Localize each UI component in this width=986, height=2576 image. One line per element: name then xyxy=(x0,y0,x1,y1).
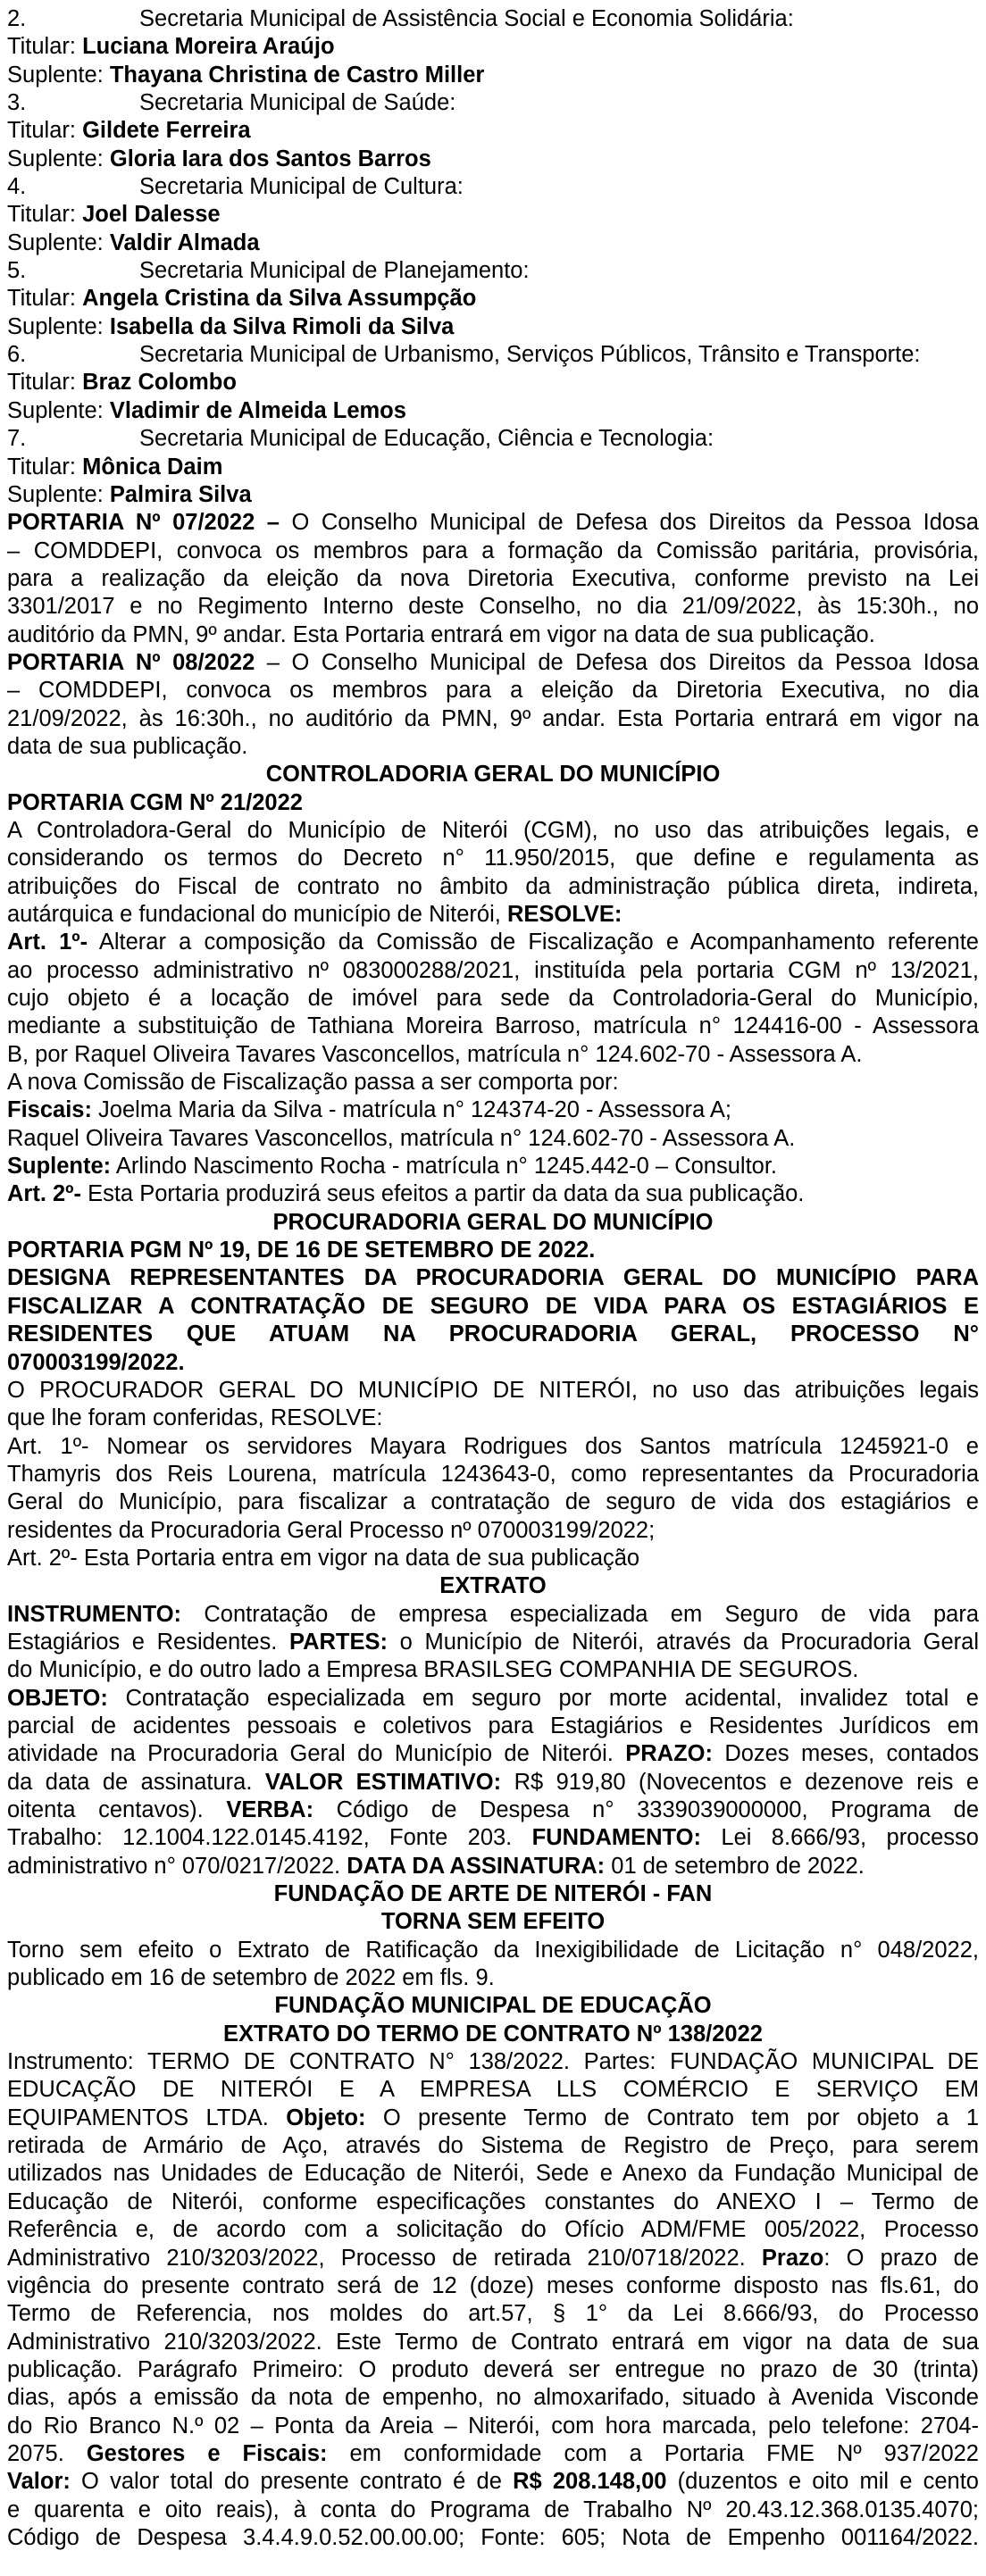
suplente-label: Suplente: xyxy=(7,313,104,339)
section-heading: FUNDAÇÃO DE ARTE DE NITERÓI - FAN xyxy=(273,1881,713,1907)
text-line: PORTARIA Nº 08/2022 – O Conselho Municipal de Defesa dos Direitos da Pessoa Idosa xyxy=(7,649,979,675)
text-line: administrativo n° 070/0217/2022. DATA DA ASSINATURA: 01 de setembro de 2022. xyxy=(7,1853,865,1879)
suplente-name: Gloria Iara dos Santos Barros xyxy=(109,146,431,171)
titular-label: Titular: xyxy=(7,454,76,479)
secretaria-heading xyxy=(7,5,979,33)
secretaria-block xyxy=(7,89,979,173)
titular-name: Angela Cristina da Silva Assumpção xyxy=(82,286,477,312)
secretaria-name: Secretaria Municipal de Assistência Social e Economia Solidária: xyxy=(139,6,794,31)
designa-line: RESIDENTES QUE ATUAM NA PROCURADORIA GERAL, PROCESSO N° xyxy=(7,1321,979,1347)
section-heading: PROCURADORIA GERAL DO MUNICÍPIO xyxy=(272,1209,714,1235)
fiscais-label: Fiscais: xyxy=(7,1097,92,1123)
text-line: Art. 2º- Esta Portaria entra em vigor na data de sua publicação xyxy=(7,1545,640,1571)
text-line: retirada de Armário de Aço, através do Sistema de Registro de Preço, para serem xyxy=(7,2133,979,2159)
text-line: cujo objeto é a locação de imóvel para sede da Controladoria-Geral do Município, xyxy=(7,986,979,1012)
section-heading: EXTRATO xyxy=(439,1573,547,1599)
field-label: Objeto: xyxy=(286,2105,366,2130)
designa-line: DESIGNA REPRESENTANTES DA PROCURADORIA GERAL DO MUNICÍPIO PARA xyxy=(7,1265,979,1291)
portaria-title: PORTARIA CGM Nº 21/2022 xyxy=(7,789,303,815)
text-line: O PROCURADOR GERAL DO MUNICÍPIO DE NITERÓI, no uso das atribuições legais xyxy=(7,1377,979,1403)
titular-line xyxy=(7,285,979,313)
secretarias-list xyxy=(7,5,979,509)
designa-line: 070003199/2022. xyxy=(7,1349,185,1375)
text-line: para a realização da eleição da nova Diretoria Executiva, conforme previsto na Lei xyxy=(7,565,979,591)
secretaria-block xyxy=(7,173,979,257)
text-line: Educação de Niterói, conforme especificações constantes do ANEXO I – Termo de xyxy=(7,2188,979,2214)
field-label: Prazo xyxy=(761,2245,824,2271)
text-line: mediante a substituição de Tathiana Moreira Barroso, matrícula n° 124416-00 - Assessora xyxy=(7,1013,979,1039)
text-line: B, por Raquel Oliveira Tavares Vasconcellos, matrícula n° 124.602-70 - Assessora A. xyxy=(7,1041,863,1067)
text-line: PORTARIA Nº 07/2022 – O Conselho Municipal de Defesa dos Direitos da Pessoa Idosa xyxy=(7,510,979,536)
item-number: 6. xyxy=(7,342,27,368)
text-line: ao processo administrativo nº 083000288/2021, instituída pela portaria CGM nº 13/2021, xyxy=(7,957,979,983)
portaria-title: PORTARIA Nº 07/2022 – xyxy=(7,510,280,536)
secretaria-heading xyxy=(7,173,979,201)
titular-label: Titular: xyxy=(7,202,76,228)
suplente-label: Suplente: xyxy=(7,481,104,507)
suplente-name: Palmira Silva xyxy=(109,481,252,507)
suplente-label: Suplente: xyxy=(7,146,104,171)
portaria-07-paragraph xyxy=(7,509,979,649)
suplente-name: Vladimir de Almeida Lemos xyxy=(109,397,406,423)
secretaria-name: Secretaria Municipal de Saúde: xyxy=(139,90,456,116)
secretaria-block xyxy=(7,425,979,509)
field-label: Valor: xyxy=(7,2469,71,2495)
text-line: do Rio Branco N.º 02 – Ponta da Areia – Niterói, com hora marcada, pelo telefone: 2704- xyxy=(7,2413,979,2438)
secretaria-block xyxy=(7,341,979,425)
portaria-08-paragraph xyxy=(7,649,979,761)
article-label: Art. 1º- xyxy=(7,930,88,955)
text-line: Instrumento: TERMO DE CONTRATO N° 138/2022. Partes: FUNDAÇÃO MUNICIPAL DE xyxy=(7,2049,979,2075)
suplente-line xyxy=(7,146,979,173)
extrato-section xyxy=(7,1572,979,1880)
field-label: DATA DA ASSINATURA: xyxy=(347,1853,606,1879)
secretaria-heading xyxy=(7,257,979,285)
suplente-label: Suplente: xyxy=(7,397,104,423)
item-number: 3. xyxy=(7,90,27,116)
text-line: Termo de Referencia, nos moldes do art.57, § 1° da Lei 8.666/93, do Processo xyxy=(7,2301,979,2327)
text-line: que lhe foram conferidas, RESOLVE: xyxy=(7,1405,383,1431)
text-line: residentes da Procuradoria Geral Processo nº 070003199/2022; xyxy=(7,1517,656,1543)
suplente-label: Suplente: xyxy=(7,1154,112,1180)
text-line: e quarenta e oito reais), à conta do Programa de Trabalho Nº 20.43.12.368.0135.4070; xyxy=(7,2497,979,2522)
secretaria-name: Secretaria Municipal de Urbanismo, Serviços Públicos, Trânsito e Transporte: xyxy=(139,342,921,368)
titular-name: Mônica Daim xyxy=(82,454,223,479)
text-line: vigência do presente contrato será de 12 (doze) meses conforme disposto nas fls.61, do xyxy=(7,2272,979,2298)
text-line: Art. 1º- Alterar a composição da Comissão de Fiscalização e Acompanhamento referente xyxy=(7,930,979,955)
section-subheading: TORNA SEM EFEITO xyxy=(380,1909,606,1935)
designa-line: FISCALIZAR A CONTRATAÇÃO DE SEGURO DE VIDA PARA OS ESTAGIÁRIOS E xyxy=(7,1293,979,1319)
text-line: 2075. Gestores e Fiscais: em conformidade com a Portaria FME Nº 937/2022 xyxy=(7,2440,979,2466)
secretaria-name: Secretaria Municipal de Cultura: xyxy=(139,174,464,200)
text-line: Torno sem efeito o Extrato de Ratificação da Inexigibilidade de Licitação n° 048/2022, xyxy=(7,1937,979,1963)
text-line: oitenta centavos). VERBA: Código de Despesa n° 3339039000000, Programa de xyxy=(7,1797,979,1822)
suplente-name: Valdir Almada xyxy=(109,229,260,255)
field-label: VERBA: xyxy=(226,1797,314,1822)
text-line: OBJETO: Contratação especializada em seguro por morte acidental, invalidez total e xyxy=(7,1685,979,1711)
suplente-name: Isabella da Silva Rimoli da Silva xyxy=(109,313,455,339)
text-line: – COMDDEPI, convoca os membros para a formação da Comissão paritária, provisória, xyxy=(7,538,979,563)
text-line: autárquica e fundacional do município de Niterói, RESOLVE: xyxy=(7,902,623,927)
text-line: Suplente: Arlindo Nascimento Rocha - matrícula n° 1245.442-0 – Consultor. xyxy=(7,1154,778,1180)
suplente-line xyxy=(7,313,979,341)
titular-name: Luciana Moreira Araújo xyxy=(82,34,335,60)
text-line: Geral do Município, para fiscalizar a contratação de seguro de vida dos estagiários e xyxy=(7,1489,979,1515)
titular-line xyxy=(7,117,979,145)
section-heading: FUNDAÇÃO MUNICIPAL DE EDUCAÇÃO xyxy=(274,1993,712,2019)
fme-section xyxy=(7,1992,979,2552)
text-line: Administrativo 210/3203/2022, Processo de retirada 210/0718/2022. Prazo: O prazo de xyxy=(7,2245,979,2271)
suplente-line xyxy=(7,397,979,425)
text-line: Administrativo 210/3203/2022. Este Termo de Contrato entrará em vigor na data de sua xyxy=(7,2329,979,2355)
portaria-title: PORTARIA Nº 08/2022 xyxy=(7,649,255,675)
secretaria-heading xyxy=(7,341,979,369)
text-line: EQUIPAMENTOS LTDA. Objeto: O presente Termo de Contrato tem por objeto a 1 xyxy=(7,2105,979,2130)
titular-name: Joel Dalesse xyxy=(82,202,221,228)
text-line: Fiscais: Joelma Maria da Silva - matrícula n° 124374-20 - Assessora A; xyxy=(7,1097,731,1123)
secretaria-heading xyxy=(7,425,979,453)
text-line: Raquel Oliveira Tavares Vasconcellos, matrícula n° 124.602-70 - Assessora A. xyxy=(7,1125,796,1151)
cgm-section xyxy=(7,761,979,1209)
titular-label: Titular: xyxy=(7,370,76,396)
field-label: VALOR ESTIMATIVO: xyxy=(264,1769,502,1795)
section-subheading: EXTRATO DO TERMO DE CONTRATO Nº 138/2022 xyxy=(223,2021,763,2047)
item-number: 2. xyxy=(7,6,27,31)
secretaria-heading xyxy=(7,89,979,117)
titular-label: Titular: xyxy=(7,34,76,60)
text-line: auditório da PMN, 9º andar. Esta Portaria entrará em vigor na data de sua publicação. xyxy=(7,621,875,647)
titular-name: Braz Colombo xyxy=(82,370,237,396)
portaria-title: PORTARIA PGM Nº 19, DE 16 DE SETEMBRO DE 2022. xyxy=(7,1238,596,1263)
article-label: Art. 2º- xyxy=(7,1181,81,1207)
valor-amount: R$ 208.148,00 xyxy=(513,2469,667,2495)
titular-line xyxy=(7,369,979,396)
field-label: PARTES: xyxy=(288,1629,388,1655)
text-line: INSTRUMENTO: Contratação de empresa especializada em Seguro de vida para xyxy=(7,1601,979,1627)
titular-label: Titular: xyxy=(7,118,76,144)
secretaria-block xyxy=(7,257,979,341)
item-number: 5. xyxy=(7,258,27,284)
text-line: – COMDDEPI, convoca os membros para a eleição da Diretoria Executiva, no dia xyxy=(7,678,979,704)
field-label: OBJETO: xyxy=(7,1685,108,1711)
field-label: PRAZO: xyxy=(625,1741,713,1767)
text-line: 21/09/2022, às 16:30h., no auditório da PMN, 9º andar. Esta Portaria entrará em vigor na xyxy=(7,705,979,731)
text-line: 3301/2017 e no Regimento Interno deste Conselho, no dia 21/09/2022, às 15:30h., no xyxy=(7,594,979,620)
text-line: do Município, e do outro lado a Empresa BRASILSEG COMPANHIA DE SEGUROS. xyxy=(7,1657,859,1683)
suplente-line xyxy=(7,481,979,509)
item-number: 7. xyxy=(7,426,27,452)
text-line: Trabalho: 12.1004.122.0145.4192, Fonte 203. FUNDAMENTO: Lei 8.666/93, processo xyxy=(7,1825,979,1851)
text-line: utilizados nas Unidades de Educação de Niterói, Sede e Anexo da Fundação Municipal de xyxy=(7,2161,979,2187)
suplente-line xyxy=(7,229,979,257)
text-line: Thamyris dos Reis Lourena, matrícula 1243643-0, como representantes da Procuradoria xyxy=(7,1461,979,1487)
section-heading: CONTROLADORIA GERAL DO MUNICÍPIO xyxy=(265,762,721,788)
secretaria-name: Secretaria Municipal de Educação, Ciência e Tecnologia: xyxy=(139,426,714,452)
text-line: Estagiários e Residentes. PARTES: o Município de Niterói, através da Procuradoria Geral xyxy=(7,1629,979,1655)
text-line: considerando os termos do Decreto n° 11.950/2015, que define e regulamenta as xyxy=(7,846,979,871)
field-label: INSTRUMENTO: xyxy=(7,1601,182,1627)
secretaria-name: Secretaria Municipal de Planejamento: xyxy=(139,258,530,284)
text-line: Código de Despesa 3.4.4.9.0.52.00.00.00; Fonte: 605; Nota de Empenho 001164/2022. xyxy=(7,2524,979,2550)
text-line: parcial de acidentes pessoais e coletivos para Estagiários e Residentes Jurídicos em xyxy=(7,1713,979,1738)
pgm-section xyxy=(7,1209,979,1572)
text-line: atribuições do Fiscal de contrato no âmbito da administração pública direta, indireta, xyxy=(7,873,979,899)
text-line: Valor: O valor total do presente contrato é de R$ 208.148,00 (duzentos e oito mil e cento xyxy=(7,2469,979,2495)
titular-name: Gildete Ferreira xyxy=(82,118,251,144)
text-line: dias, após a emissão da nota de empenho, no almoxarifado, situado à Avenida Visconde xyxy=(7,2385,979,2411)
text-line: publicado em 16 de setembro de 2022 em fls. 9. xyxy=(7,1965,495,1991)
resolve-label: RESOLVE: xyxy=(506,902,623,927)
field-label: Gestores e Fiscais: xyxy=(86,2440,328,2466)
suplente-label: Suplente: xyxy=(7,62,104,88)
fan-section xyxy=(7,1880,979,1992)
item-number: 4. xyxy=(7,174,27,200)
suplente-line xyxy=(7,62,979,89)
suplente-label: Suplente: xyxy=(7,229,104,255)
text-line: da data de assinatura. VALOR ESTIMATIVO: R$ 919,80 (Novecentos e dezenove reis e xyxy=(7,1769,980,1795)
text-line: A nova Comissão de Fiscalização passa a ser comporta por: xyxy=(7,1070,619,1096)
field-label: FUNDAMENTO: xyxy=(531,1825,702,1851)
text-line: A Controladora-Geral do Município de Niterói (CGM), no uso das atribuições legais, e xyxy=(7,817,979,843)
text-line: atividade na Procuradoria Geral do Município de Niterói. PRAZO: Dozes meses, contados xyxy=(7,1741,979,1767)
titular-line xyxy=(7,33,979,61)
titular-label: Titular: xyxy=(7,286,76,312)
text-line: publicação. Parágrafo Primeiro: O produto deverá ser entregue no prazo de 30 (trinta) xyxy=(7,2356,979,2382)
titular-line xyxy=(7,201,979,229)
titular-line xyxy=(7,454,979,481)
text-line: data de sua publicação. xyxy=(7,733,248,759)
text-line: Art. 1º- Nomear os servidores Mayara Rodrigues dos Santos matrícula 1245921-0 e xyxy=(7,1433,979,1459)
text-line: Art. 2º- Esta Portaria produzirá seus efeitos a partir da data da sua publicação. xyxy=(7,1181,805,1207)
secretaria-block xyxy=(7,5,979,89)
text-line: EDUCAÇÃO DE NITERÓI E A EMPRESA LLS COMÉRCIO E SERVIÇO EM xyxy=(7,2077,979,2103)
suplente-name: Thayana Christina de Castro Miller xyxy=(109,62,485,88)
text-line: Referência e, de acordo com a solicitação do Ofício ADM/FME 005/2022, Processo xyxy=(7,2217,979,2243)
